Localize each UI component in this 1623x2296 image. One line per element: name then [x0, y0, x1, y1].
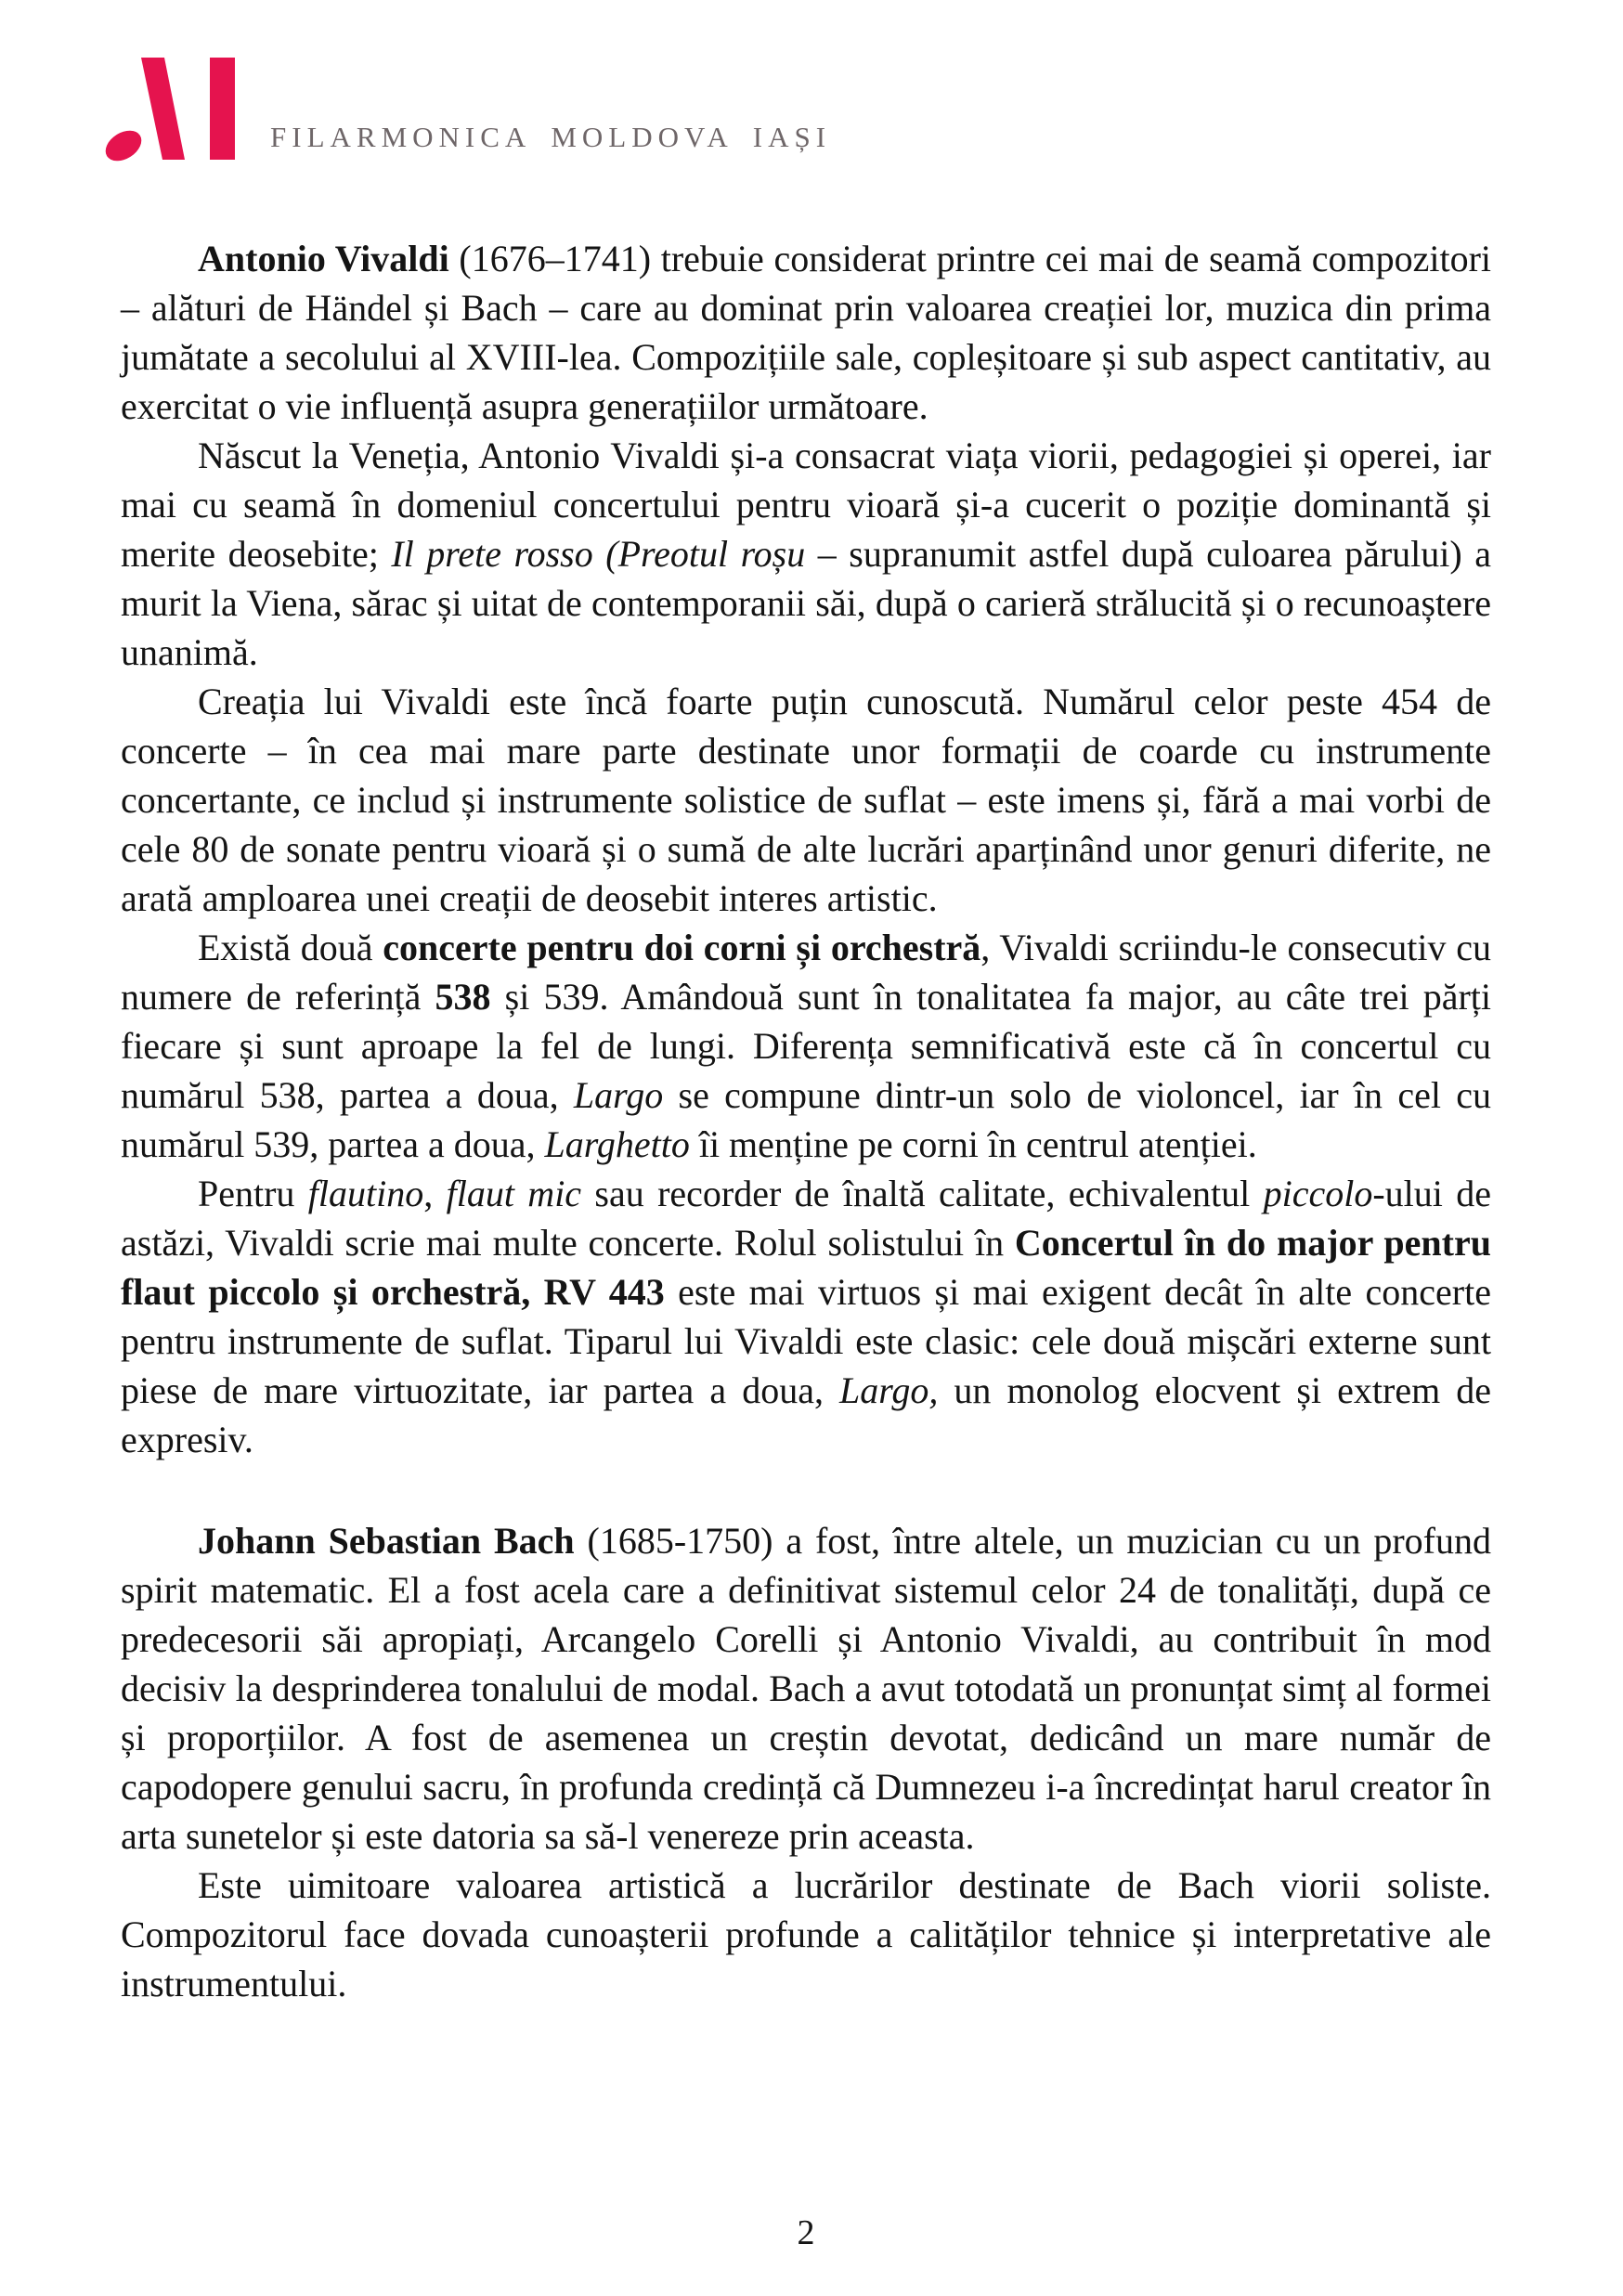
bold-text-run: concerte pentru doi corni și orchestră: [383, 927, 981, 968]
bold-text-run: Concertul în do major pentru flaut piccolo și orchestră, RV 443: [121, 1222, 1491, 1313]
organization-name: FILARMONICA MOLDOVA IAȘI: [270, 121, 832, 153]
page-number: 2: [797, 2213, 815, 2252]
bold-text-run: Antonio Vivaldi: [198, 238, 449, 279]
paragraph: [121, 1861, 1491, 2008]
italic-text-run: piccolo: [1263, 1173, 1373, 1214]
text-run: un monolog elocvent și extrem de expresiv.: [121, 1369, 1492, 1460]
text-run: Pentru: [198, 1173, 308, 1214]
text-run: Este uimitoare valoarea artistică a lucrărilor destinate de Bach viorii soliste. Compozitorul face dovada cunoașterii profunde a calităților tehnice și interpretative ale instrumentului.: [121, 1864, 1491, 2004]
document-body: [121, 234, 1491, 2008]
paragraph: [121, 1516, 1491, 1861]
text-run: îi menține pe corni în centrul atenției.: [689, 1123, 1257, 1165]
text-run: ,: [423, 1173, 447, 1214]
text-run: Creația lui Vivaldi este încă foarte puțin cunoscută. Numărul celor peste 454 de concerte – în cea mai mare parte destinate unor formații de coarde cu instrumente concertante, ce includ și instrumente solistice de suflat – este imens și, fără a mai vorbi de cele 80 de sonate pentru vioară și o sumă de alte lucrări aparținând unor genuri diferite, ne arată amploarea unei creații de deosebit interes artistic.: [121, 681, 1491, 919]
italic-text-run: Largo,: [839, 1369, 939, 1411]
text-run: și 539. Amândouă sunt în tonalitatea fa major, au câte trei părți fiecare și sunt aproape la fel de lungi. Diferența semnificativă este că în concertul cu numărul 538, partea a doua,: [121, 976, 1491, 1116]
m-monogram-with-note-dot-icon: [103, 56, 238, 162]
italic-text-run: Larghetto: [544, 1123, 690, 1165]
paragraph: [121, 1169, 1491, 1464]
paragraph: [121, 431, 1491, 677]
paragraph: [121, 923, 1491, 1169]
text-run: -ului de astăzi, Vivaldi scrie mai multe concerte. Rolul solistului în: [121, 1173, 1492, 1264]
italic-text-run: flaut mic: [446, 1173, 582, 1214]
text-run: Născut la Veneția, Antonio Vivaldi și-a consacrat viața viorii, pedagogiei și operei, iar mai cu seamă în domeniul concertului pentru vioară și-a cucerit o poziție dominantă și merite deosebite;: [121, 435, 1491, 575]
text-run: este mai virtuos și mai exigent decât în alte concerte pentru instrumente de suflat. Tiparul lui Vivaldi este clasic: cele două mișcări externe sunt piese de mare virtuozitate, iar partea a doua,: [121, 1271, 1491, 1411]
text-run: (1685-1750) a fost, între altele, un muzician cu un profund spirit matematic. El a fost acela care a definitivat sistemul celor 24 de tonalități, după ce predecesorii săi apropiați, Arcangelo Corelli și Antonio Vivaldi, au contribuit în mod decisiv la desprinderea tonalului de modal. Bach a avut totodată un pronunțat simț al formei și proporțiilor. A fost de asemenea un creștin devotat, dedicând un mare număr de capodopere genului sacru, în profunda credință că Dumnezeu i-a încredințat harul creator în arta sunetelor și este datoria sa să-l venereze prin aceasta.: [121, 1520, 1491, 1857]
bold-text-run: 538: [435, 976, 491, 1018]
paragraph: [121, 677, 1491, 923]
text-run: Există două: [198, 927, 383, 968]
text-run: sau recorder de înaltă calitate, echivalentul: [581, 1173, 1264, 1214]
bold-text-run: Johann Sebastian Bach: [198, 1520, 575, 1562]
italic-text-run: flautino: [307, 1173, 424, 1214]
italic-text-run: Il prete rosso (Preotul roșu: [391, 533, 806, 575]
text-run: (1676–1741) trebuie considerat printre cei mai de seamă compozitori – alături de Händel și Bach – care au dominat prin valoarea creației lor, muzica din prima jumătate a secolului al XVIII-lea. Compozițiile sale, copleșitoare și sub aspect cantitativ, au exercitat o vie influență asupra generațiilor următoare.: [121, 238, 1491, 427]
paragraph: [121, 234, 1491, 431]
text-run: , Vivaldi scriindu-le consecutiv cu numere de referință: [121, 927, 1492, 1018]
text-run: se compune dintr-un solo de violoncel, iar în cel cu numărul 539, partea a doua,: [121, 1074, 1491, 1165]
text-run: – supranumit astfel după culoarea părului) a murit la Viena, sărac și uitat de contemporanii săi, după o carieră strălucită și o recunoaștere unanimă.: [121, 533, 1491, 673]
italic-text-run: Largo: [573, 1074, 664, 1116]
